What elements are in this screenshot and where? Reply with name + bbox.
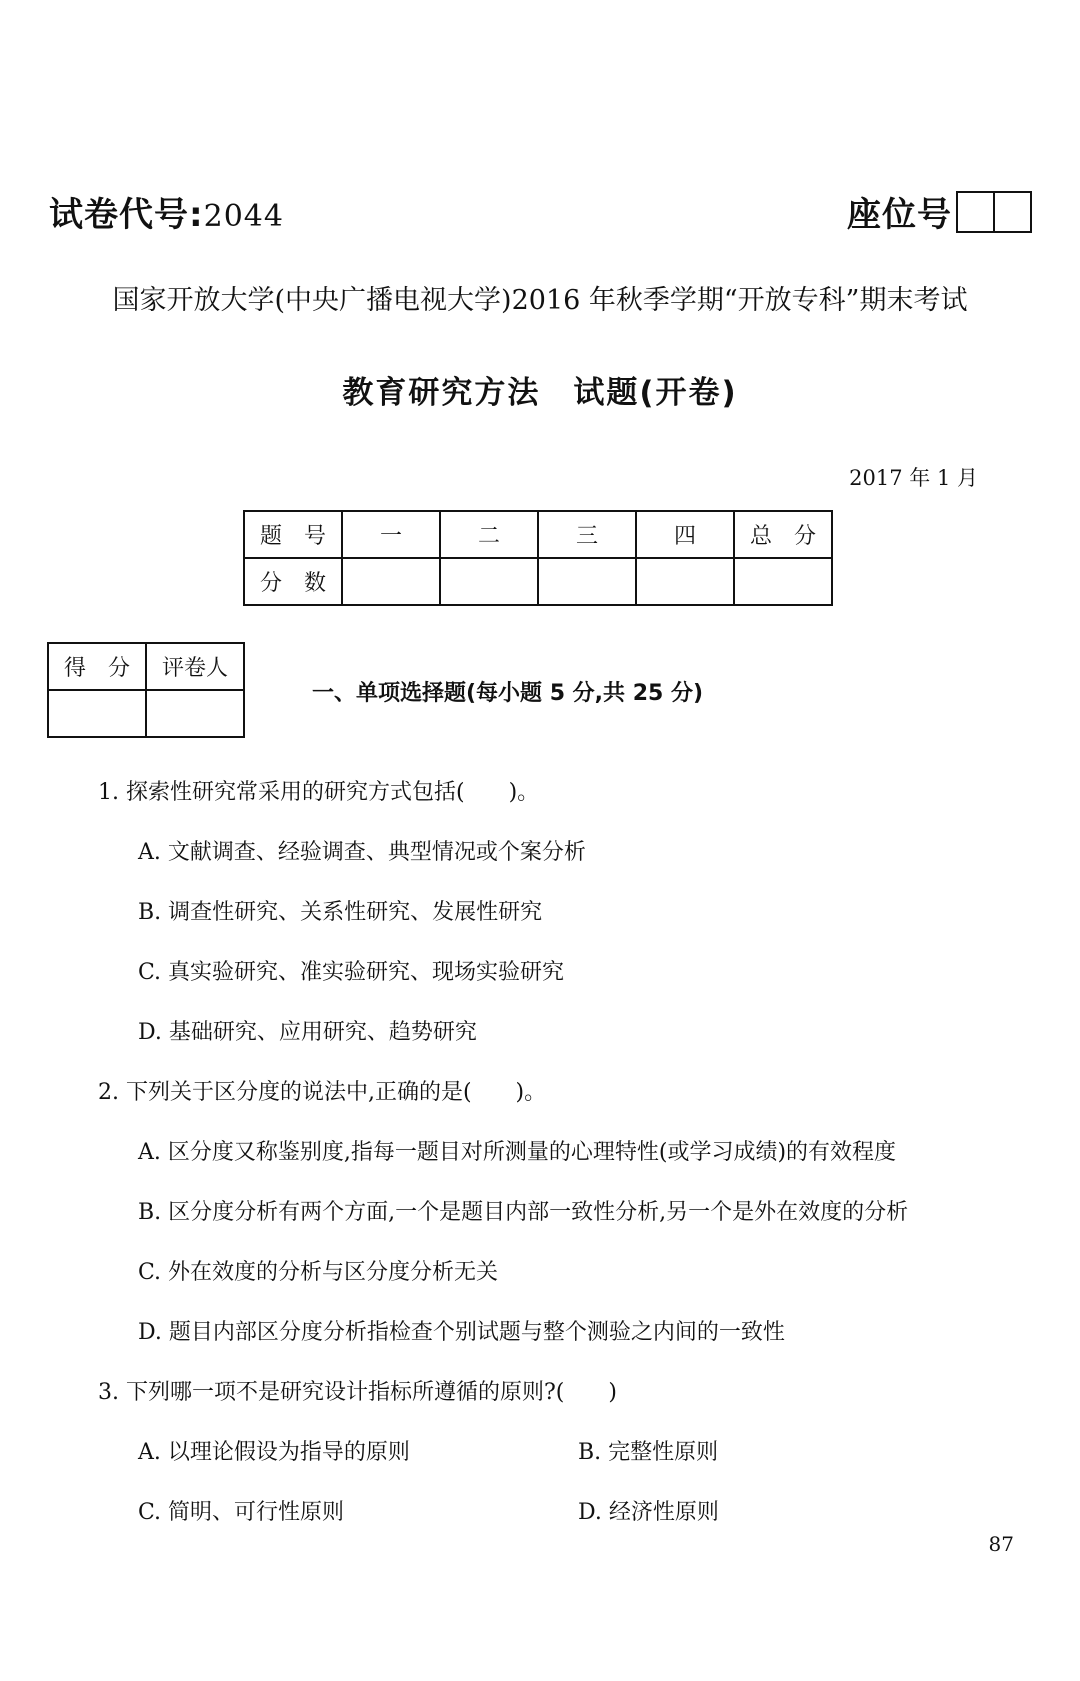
grader-score-cell	[48, 690, 146, 737]
grader-table	[47, 642, 245, 738]
score-cell	[440, 558, 538, 605]
score-header-cell: 总 分	[734, 511, 832, 558]
score-cell	[538, 558, 636, 605]
score-header-cell: 三	[538, 511, 636, 558]
question-option: C. 真实验研究、准实验研究、现场实验研究	[138, 960, 565, 985]
seat-box-1	[958, 193, 993, 231]
seat-number	[847, 187, 1032, 236]
question-option: A. 以理论假设为指导的原则	[138, 1440, 410, 1465]
score-cell	[636, 558, 734, 605]
grader-table-blank-row	[48, 690, 244, 737]
section-title: 一、单项选择题(每小题 5 分,共 25 分)	[312, 681, 704, 706]
grader-name-label: 评卷人	[146, 643, 244, 690]
grader-score-label: 得 分	[48, 643, 146, 690]
question-option: C. 外在效度的分析与区分度分析无关	[138, 1260, 499, 1285]
question-option: D. 经济性原则	[578, 1500, 719, 1525]
score-row-label: 分 数	[244, 558, 342, 605]
score-table-header-row	[244, 511, 832, 558]
question-option: A. 文献调查、经验调查、典型情况或个案分析	[138, 840, 586, 865]
score-header-cell: 四	[636, 511, 734, 558]
grader-name-cell	[146, 690, 244, 737]
university-line: 国家开放大学(中央广播电视大学)2016 年秋季学期“开放专科”期末考试	[112, 285, 968, 316]
exam-date: 2017 年 1 月	[849, 466, 978, 490]
score-cell	[342, 558, 440, 605]
question-stem: 1. 探索性研究常采用的研究方式包括( )。	[98, 780, 540, 805]
question-option: D. 题目内部区分度分析指检查个别试题与整个测验之内间的一致性	[138, 1320, 785, 1345]
seat-number-label: 座位号	[847, 195, 952, 235]
score-header-cell: 一	[342, 511, 440, 558]
seat-box-2	[993, 193, 1030, 231]
score-header-cell: 二	[440, 511, 538, 558]
exam-title: 教育研究方法 试题(开卷)	[342, 375, 738, 411]
score-table-score-row	[244, 558, 832, 605]
question-option: B. 区分度分析有两个方面,一个是题目内部一致性分析,另一个是外在效度的分析	[138, 1200, 909, 1225]
score-cell	[734, 558, 832, 605]
question-option: A. 区分度又称鉴别度,指每一题目对所测量的心理特性(或学习成绩)的有效程度	[138, 1140, 897, 1165]
question-option: D. 基础研究、应用研究、趋势研究	[138, 1020, 477, 1045]
score-header-cell: 题 号	[244, 511, 342, 558]
grader-table-header-row	[48, 643, 244, 690]
question-option: B. 调查性研究、关系性研究、发展性研究	[138, 900, 543, 925]
seat-number-boxes	[956, 191, 1032, 233]
question-option: B. 完整性原则	[578, 1440, 719, 1465]
question-stem: 3. 下列哪一项不是研究设计指标所遵循的原则?( )	[98, 1380, 617, 1405]
exam-code-value: 2044	[203, 199, 284, 234]
exam-code-label: 试卷代号:	[49, 195, 204, 235]
question-option: C. 简明、可行性原则	[138, 1500, 345, 1525]
question-stem: 2. 下列关于区分度的说法中,正确的是( )。	[98, 1080, 547, 1105]
page-number: 87	[988, 1532, 1014, 1556]
exam-code	[49, 187, 284, 236]
score-table	[243, 510, 833, 606]
